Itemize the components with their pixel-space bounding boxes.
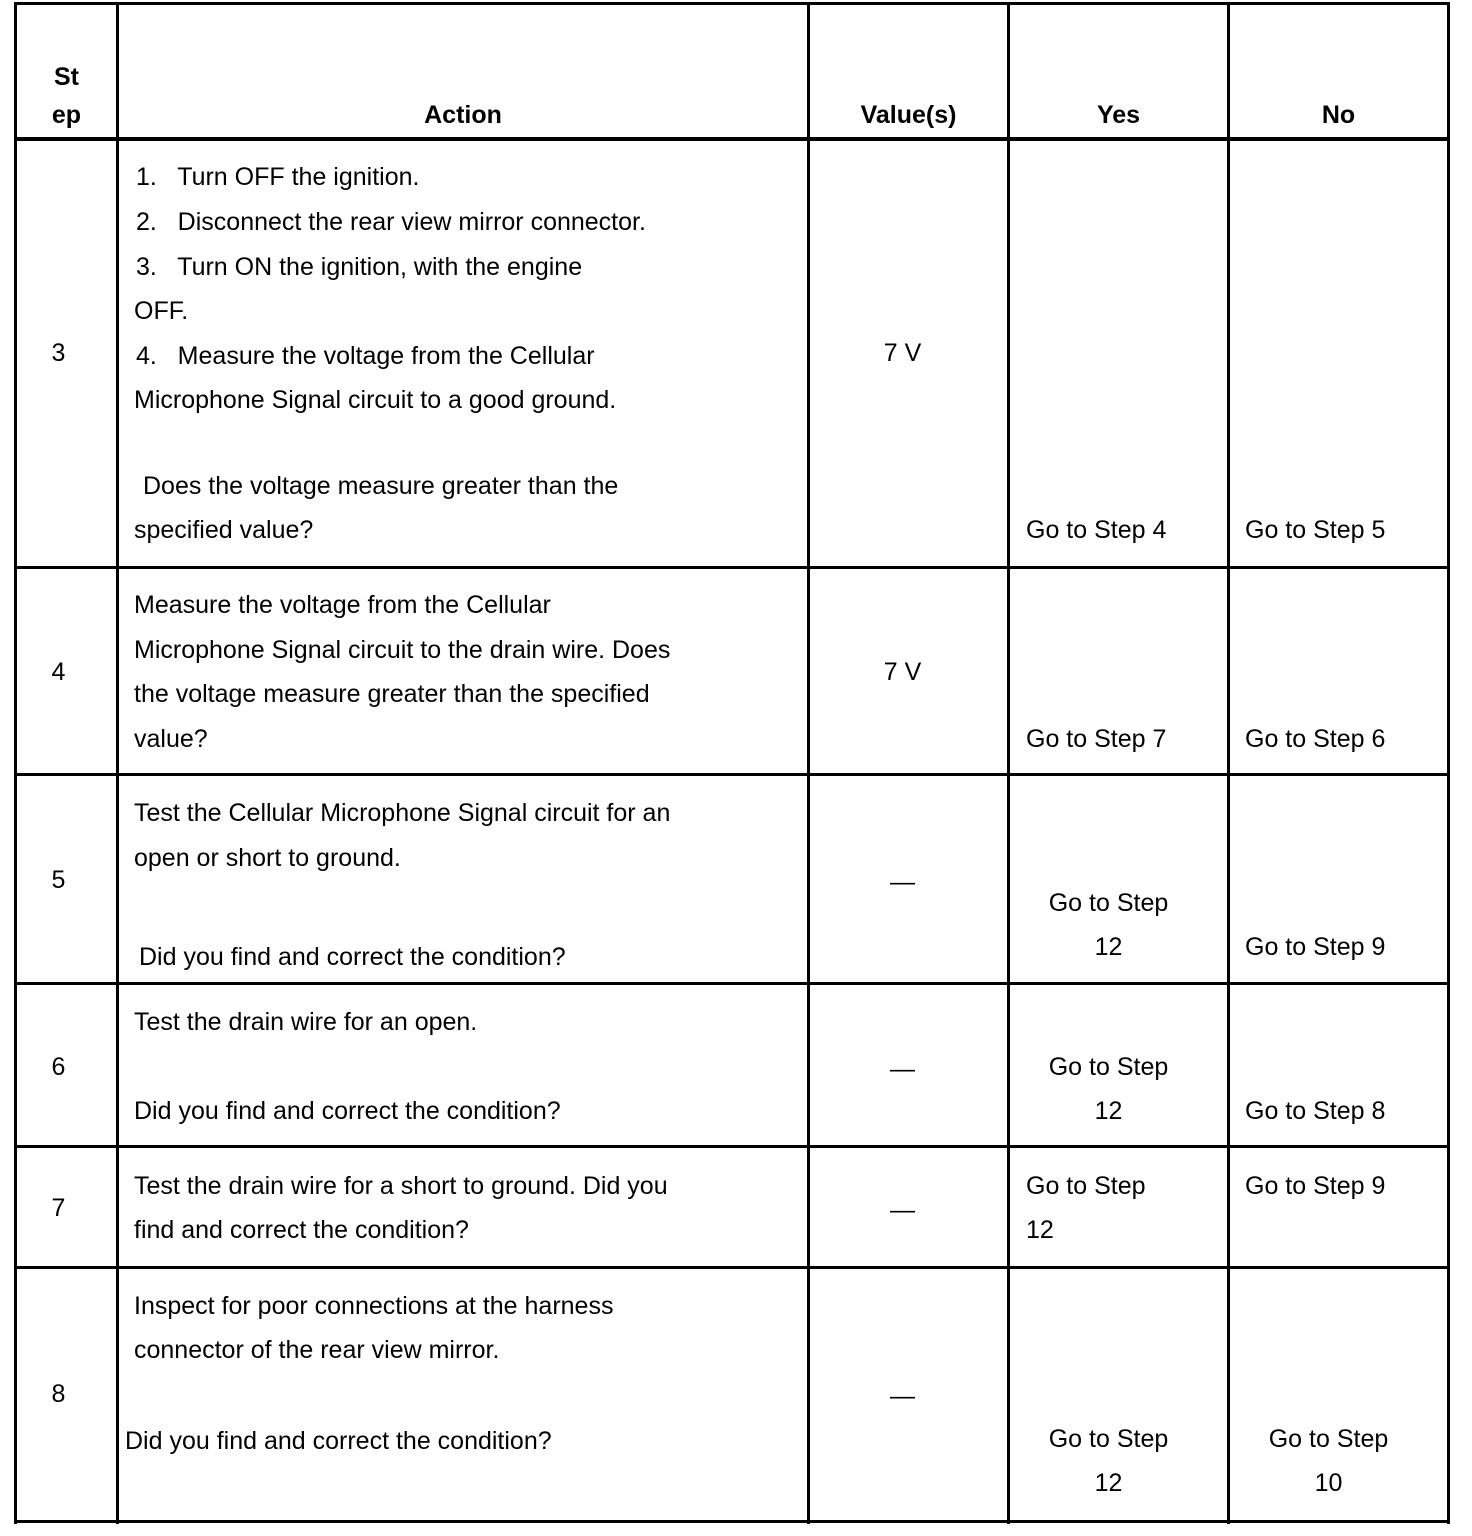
yes-cell: Go to Step 4 — [1026, 516, 1167, 544]
yes-cell: 12 — [1094, 933, 1123, 961]
row-divider — [14, 1266, 1450, 1269]
no-cell: Go to Step 9 — [1245, 933, 1386, 961]
header-yes: Yes — [1096, 101, 1141, 129]
step-number: 5 — [51, 866, 66, 894]
action-line: find and correct the condition? — [134, 1216, 469, 1244]
yes-cell: Go to Step — [1026, 1172, 1146, 1200]
action-line: Test the drain wire for an open. — [134, 1008, 478, 1036]
action-line: Test the drain wire for a short to ground. Did you — [134, 1172, 668, 1200]
value-cell: — — [890, 1055, 915, 1083]
header-no: No — [1321, 101, 1356, 129]
action-line: 1. Turn OFF the ignition. — [136, 163, 420, 191]
no-cell: Go to Step 5 — [1245, 516, 1386, 544]
yes-cell: Go to Step — [1048, 1053, 1169, 1081]
action-line: Test the Cellular Microphone Signal circuit for an — [134, 799, 671, 827]
header-divider — [14, 137, 1450, 141]
yes-cell: 12 — [1094, 1097, 1123, 1125]
action-line: Did you find and correct the condition? — [134, 1097, 561, 1125]
action-line: Microphone Signal circuit to the drain wire. Does — [134, 636, 671, 664]
column-divider — [116, 2, 119, 1524]
action-line: Inspect for poor connections at the harness — [134, 1292, 614, 1320]
yes-cell: 12 — [1026, 1216, 1054, 1244]
action-line: value? — [134, 725, 208, 753]
action-line: Microphone Signal circuit to a good ground. — [134, 386, 617, 414]
header-values: Value(s) — [860, 101, 957, 129]
action-line: Does the voltage measure greater than the — [143, 472, 619, 500]
yes-cell: 12 — [1094, 1469, 1123, 1497]
action-line: open or short to ground. — [134, 844, 401, 872]
action-line: Did you find and correct the condition? — [139, 943, 566, 971]
no-cell: Go to Step — [1268, 1425, 1389, 1453]
action-line: connector of the rear view mirror. — [134, 1336, 500, 1364]
yes-cell: Go to Step 7 — [1026, 725, 1167, 753]
no-cell: Go to Step 6 — [1245, 725, 1386, 753]
action-line: Did you find and correct the condition? — [125, 1427, 552, 1455]
action-line: specified value? — [134, 516, 314, 544]
action-line: 3. Turn ON the ignition, with the engine — [136, 253, 583, 281]
action-line: the voltage measure greater than the specified — [134, 680, 650, 708]
no-cell: Go to Step 9 — [1245, 1172, 1386, 1200]
action-line: OFF. — [134, 297, 189, 325]
value-cell: — — [890, 1196, 915, 1224]
row-divider — [14, 566, 1450, 569]
action-line: 4. Measure the voltage from the Cellular — [136, 342, 595, 370]
table-border-top — [14, 2, 1450, 5]
action-line: 2. Disconnect the rear view mirror connector. — [136, 208, 646, 236]
table-border-right — [1447, 2, 1450, 1524]
step-number: 3 — [51, 339, 66, 367]
value-cell: 7 V — [883, 339, 922, 367]
no-cell: 10 — [1314, 1469, 1343, 1497]
no-cell: Go to Step 8 — [1245, 1097, 1386, 1125]
row-divider — [14, 1145, 1450, 1148]
yes-cell: Go to Step — [1048, 889, 1169, 917]
table-border-left — [14, 2, 17, 1524]
header-step-line1: St — [54, 63, 79, 91]
value-cell: — — [890, 868, 915, 896]
step-number: 8 — [51, 1380, 66, 1408]
value-cell: 7 V — [883, 658, 922, 686]
column-divider — [1227, 2, 1230, 1524]
row-divider — [14, 982, 1450, 985]
header-action: Action — [424, 101, 502, 129]
action-line: Measure the voltage from the Cellular — [134, 591, 551, 619]
header-step-line2: ep — [51, 101, 82, 129]
column-divider — [1007, 2, 1010, 1524]
yes-cell: Go to Step — [1048, 1425, 1169, 1453]
table-border-bottom — [14, 1520, 1450, 1523]
step-number: 7 — [51, 1194, 66, 1222]
row-divider — [14, 773, 1450, 776]
column-divider — [807, 2, 810, 1524]
value-cell: — — [890, 1382, 915, 1410]
step-number: 6 — [51, 1053, 66, 1081]
step-number: 4 — [51, 658, 66, 686]
